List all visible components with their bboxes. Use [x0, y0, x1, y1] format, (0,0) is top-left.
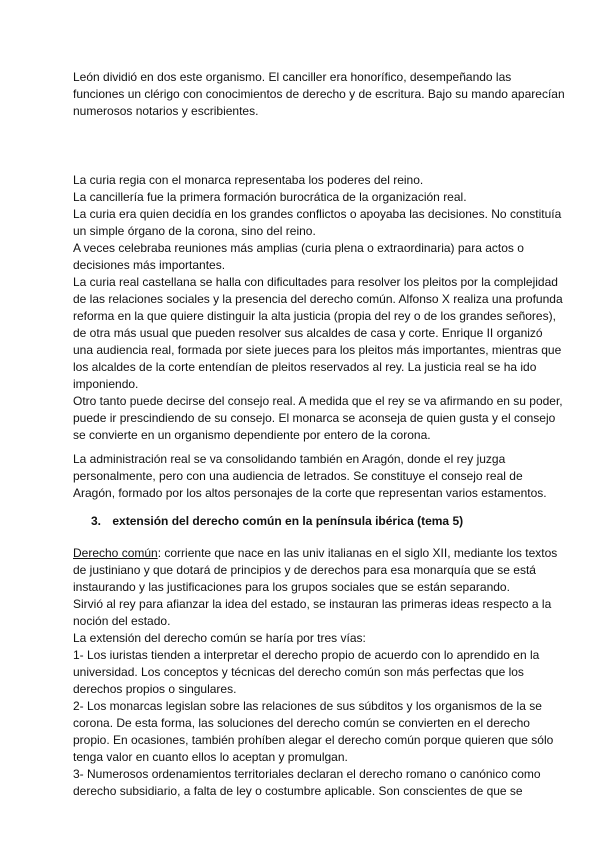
text-line: de otra más usual que pueden resolver sus alcaldes de casa y corte. Enrique II organizó — [73, 326, 543, 340]
text-line: noción del estado. — [73, 614, 171, 628]
section-heading — [91, 513, 463, 530]
text-line: personalmente, pero con una audiencia de letrados. Se constituye el consejo real de — [73, 469, 523, 483]
text-line: numerosos notarios y escribientes. — [73, 104, 259, 118]
text-line: La cancillería fue la primera formación burocrática de la organización real. — [73, 190, 467, 204]
paragraph-leon-cancilleria — [73, 69, 565, 120]
text-line: La curia regia con el monarca representaba los poderes del reino. — [73, 173, 424, 187]
paragraph-derecho-comun — [73, 545, 558, 630]
text-line: Aragón, formado por los altos personajes de la corte que representan varios estamentos. — [73, 486, 547, 500]
text-line: A veces celebraba reuniones más amplias (curia plena o extraordinaria) para actos o — [73, 241, 524, 255]
text-line: decisiones más importantes. — [73, 258, 226, 272]
definition-text: : corriente que nace en las univ italianas en el siglo XII, mediante los textos — [157, 546, 558, 560]
text-line: imponiendo. — [73, 377, 139, 391]
text-line: corona. De esta forma, las soluciones del derecho común se convierten en el derecho — [73, 716, 530, 730]
text-line: reforma en la que quiere distinguir la alta justicia (propia del rey o de los grandes señores), — [73, 309, 556, 323]
text-line: instaurando y las justificaciones para los grupos sociales que se están separando. — [73, 580, 510, 594]
text-line: León dividió en dos este organismo. El canciller era honorífico, desempeñando las — [73, 70, 512, 84]
section-title: extensión del derecho común en la península ibérica (tema 5) — [112, 514, 464, 528]
text-line: una audiencia real, formada por siete jueces para los pleitos más importantes, mientras que — [73, 343, 562, 357]
text-line: derechos propios o singulares. — [73, 682, 237, 696]
text-line: 3- Numerosos ordenamientos territoriales declaran el derecho romano o canónico como — [73, 767, 541, 781]
text-line: universidad. Los conceptos y técnicas del derecho común son más perfectas que los — [73, 665, 524, 679]
text-line: un simple órgano de la corona, sino del reino. — [73, 224, 316, 238]
text-line: de las relaciones sociales y la presencia del derecho común. Alfonso X realiza una profunda — [73, 292, 563, 306]
defined-term: Derecho común — [73, 546, 158, 560]
text-line: La curia era quien decidía en los grandes conflictos o apoyaba las decisiones. No constituía — [73, 207, 562, 221]
text-line: puede ir prescindiendo de su consejo. El monarca se aconseja de quien gusta y el consejo — [73, 411, 556, 425]
section-number: 3. — [91, 514, 102, 528]
text-line: propio. En ocasiones, también prohíben alegar el derecho común porque quieren que sólo — [73, 733, 554, 747]
paragraph-curia-regia — [73, 172, 562, 274]
text-line: La curia real castellana se halla con dificultades para resolver los pleitos por la complejidad — [73, 275, 558, 289]
text-line: 1- Los iuristas tienden a interpretar el derecho propio de acuerdo con lo aprendido en la — [73, 648, 540, 662]
text-line: 2- Los monarcas legislan sobre las relaciones de sus súbditos y los organismos de la se — [73, 699, 542, 713]
text-line: La administración real se va consolidando también en Aragón, donde el rey juzga — [73, 452, 506, 466]
text-line: los alcaldes de la corte entendían de pleitos reservados al rey. La justicia real se ha ido — [73, 360, 537, 374]
text-line: derecho subsidiario, a falta de ley o costumbre aplicable. Son conscientes de que se — [73, 784, 523, 798]
text-line: de justiniano y que dotará de principios y de derechos para esa monarquía que se está — [73, 563, 536, 577]
text-line: La extensión del derecho común se haría por tres vías: — [73, 631, 366, 645]
text-line: funciones un clérigo con conocimientos de derecho y de escritura. Bajo su mando aparecían — [73, 87, 565, 101]
text-line: tenga valor en cuanto ellos lo aceptan y promulgan. — [73, 750, 348, 764]
text-line: se convierte en un organismo dependiente por entero de la corona. — [73, 428, 431, 442]
text-line: Sirvió al rey para afianzar la idea del estado, se instauran las primeras ideas respecto a la — [73, 597, 552, 611]
paragraph-tres-vias — [73, 630, 554, 800]
text-line: Otro tanto puede decirse del consejo real. A medida que el rey se va afirmando en su poder, — [73, 394, 563, 408]
paragraph-aragon — [73, 451, 547, 502]
paragraph-consejo-real — [73, 393, 563, 444]
paragraph-curia-castellana — [73, 274, 563, 393]
text-line — [73, 545, 558, 562]
